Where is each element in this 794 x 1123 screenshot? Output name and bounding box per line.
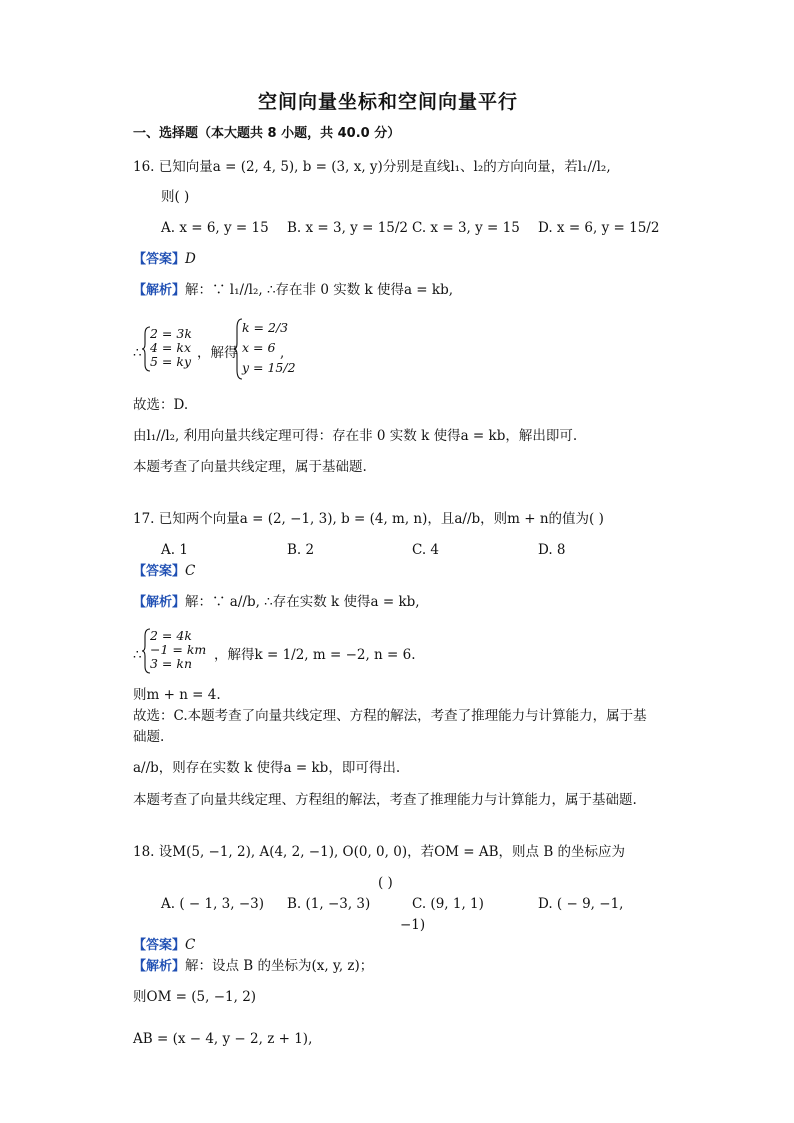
q18-option-b: B. (1, −3, 3) [287,896,371,912]
q16-system-right [242,318,296,378]
analysis-tag: 【解析】 [133,959,186,974]
q18-answer: C [185,937,196,953]
q18-option-d: D. ( − 9, −1, [538,896,624,912]
q17-analysis-line [133,593,420,612]
q17-option-d: D. 8 [538,542,566,558]
q16-solve-word: ，解得 [197,345,238,361]
q17-option-a: A. 1 [161,542,188,558]
q16-option-b: B. x = 3, y = 15/2 [287,220,409,236]
q18-ab: AB = (x − 4, y − 2, z + 1), [133,1031,313,1047]
q17-choose: 故选：C.本题考查了向量共线定理、方程的解法，考查了推理能力与计算能力，属于基 [133,708,647,724]
q18-option-d-cont: −1) [400,917,426,933]
q18-stem-cont: ( ) [378,875,393,891]
answer-tag: 【答案】 [133,938,186,953]
q16-eq-3: 5 = ky [150,354,192,369]
q17-answer: C [185,563,196,579]
q16-analysis-text: 解：∵ l₁//l₂, ∴存在非 0 实数 k 使得a = kb, [185,282,454,298]
q16-analysis-line [133,281,453,300]
q16-sol-k: k = 2/3 [242,320,289,335]
section-header: 一、选择题（本大题共 8 小题，共 40.0 分） [133,126,401,141]
page-title: 空间向量坐标和空间向量平行 [258,91,519,113]
q16-therefore: ∴ [133,345,142,361]
q16-comma: , [280,345,285,361]
q16-choose: 故选：D. [133,397,189,413]
q16-eq-1: 2 = 3k [150,326,192,341]
q16-stem: 16. 已知向量a = (2, 4, 5), b = (3, x, y)分别是直线l₁、l₂的方向向量，若l₁//l₂, [133,159,611,175]
q18-answer-line [133,936,195,955]
q17-option-b: B. 2 [287,542,315,558]
q18-analysis-line [133,957,373,976]
q16-note: 本题考查了向量共线定理，属于基础题. [133,459,367,475]
q17-eq-1: 2 = 4k [150,628,192,643]
analysis-tag: 【解析】 [133,595,186,610]
q17-system-left [150,629,206,671]
q16-sol-y: y = 15/2 [242,360,296,375]
q17-eq-2: −1 = km [150,642,207,657]
q16-eq-2: 4 = kx [150,340,191,355]
q17-option-c: C. 4 [412,542,440,558]
q17-choose-cont: 础题. [133,729,165,745]
q16-option-c: C. x = 3, y = 15 [412,220,520,236]
q18-analysis-text: 解：设点 B 的坐标为(x, y, z)； [185,958,374,974]
answer-tag: 【答案】 [133,564,186,579]
q17-eq-3: 3 = kn [150,656,192,671]
q17-analysis-text: 解：∵ a//b, ∴存在实数 k 使得a = kb, [185,594,420,610]
q17-answer-line [133,562,195,581]
q18-om: 则OM = (5, −1, 2) [133,989,257,1005]
q18-stem: 18. 设M(5, −1, 2), A(4, 2, −1), O(0, 0, 0)，若OM = AB，则点 B 的坐标应为 [133,844,626,860]
answer-tag: 【答案】 [133,252,186,267]
q16-answer: D [185,251,196,267]
q17-note: 本题考查了向量共线定理、方程组的解法，考查了推理能力与计算能力，属于基础题. [133,792,637,808]
q16-answer-line [133,250,196,269]
q17-result: 则m + n = 4. [133,687,221,703]
q18-option-a: A. ( − 1, 3, −3) [161,896,265,912]
q17-solve: ，解得k = 1/2, m = −2, n = 6. [214,647,416,663]
q17-therefore: ∴ [133,647,142,663]
q17-stem: 17. 已知两个向量a = (2, −1, 3), b = (4, m, n)，且a//b，则m + n的值为( ) [133,511,604,527]
q16-system-left [150,327,192,369]
q16-sol-x: x = 6 [242,340,276,355]
q16-option-a: A. x = 6, y = 15 [161,220,269,236]
q16-option-d: D. x = 6, y = 15/2 [538,220,660,236]
q16-reason: 由l₁//l₂, 利用向量共线定理可得：存在非 0 实数 k 使得a = kb，解出即可. [133,428,578,444]
q18-option-c: C. (9, 1, 1) [412,896,484,912]
analysis-tag: 【解析】 [133,283,186,298]
q17-reason: a//b，则存在实数 k 使得a = kb，即可得出. [133,760,401,776]
q16-stem-cont: 则( ) [161,189,190,205]
